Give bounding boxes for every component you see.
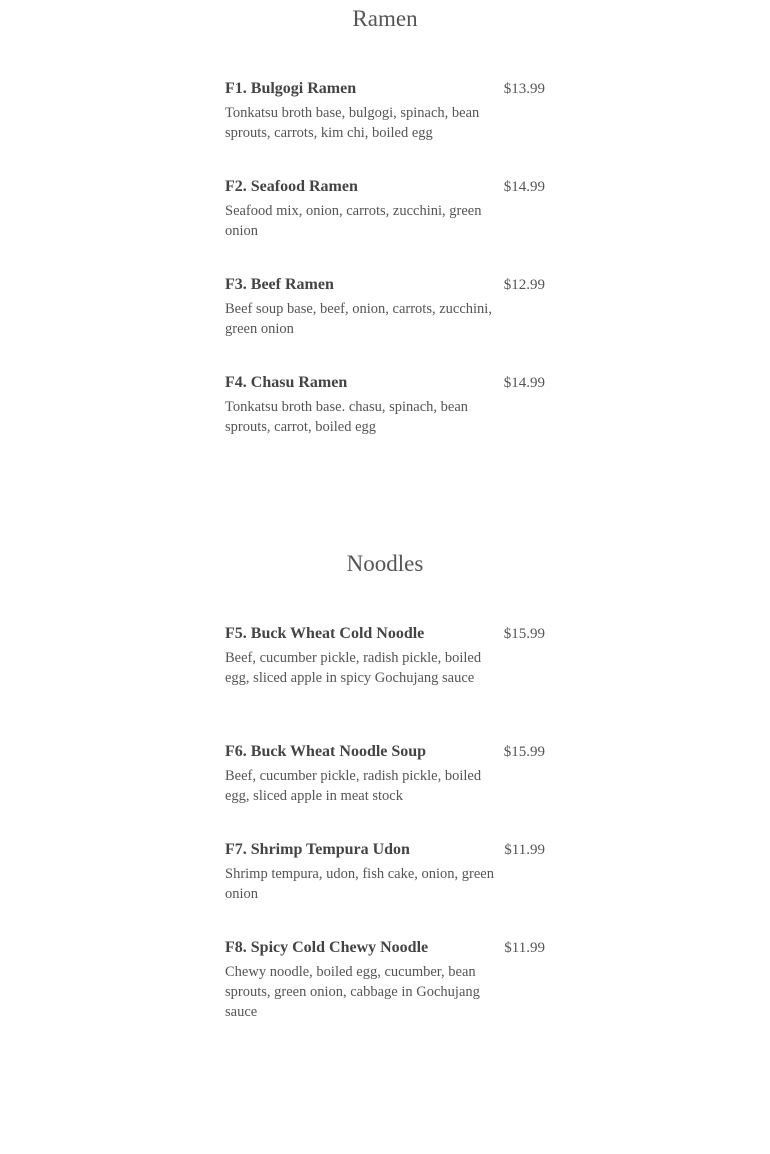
item-name: F4. Chasu Ramen [225,374,348,391]
menu-item [225,176,550,241]
item-description: Chewy noodle, boiled egg, cucumber, bean sprouts, green onion, cabbage in Gochujang sauce [225,964,480,1020]
menu-item [225,78,550,143]
item-name: F1. Bulgogi Ramen [225,80,357,97]
menu-item [225,741,550,806]
item-name: F7. Shrimp Tempura Udon [225,841,410,858]
item-price: $15.99 [503,744,545,760]
item-price: $11.99 [504,842,545,858]
item-price: $14.99 [503,179,545,195]
item-description: Tonkatsu broth base, bulgogi, spinach, bean sprouts, carrots, kim chi, boiled egg [225,105,480,141]
item-description: Shrimp tempura, udon, fish cake, onion, green onion [225,866,494,902]
section-title: Noodles [346,551,424,576]
menu-item [225,839,550,904]
item-price: $15.99 [503,626,545,642]
menu-item [225,372,550,437]
menu-item [225,937,550,1022]
item-description: Tonkatsu broth base. chasu, spinach, bean sprouts, carrot, boiled egg [225,399,469,435]
item-price: $14.99 [503,375,545,391]
menu-item [225,274,550,339]
item-description: Seafood mix, onion, carrots, zucchini, green onion [225,203,482,239]
section-title: Ramen [352,6,418,31]
item-name: F5. Buck Wheat Cold Noodle [225,625,425,642]
item-description: Beef soup base, beef, onion, carrots, zucchini, green onion [225,301,492,337]
item-price: $12.99 [503,277,545,293]
item-description: Beef, cucumber pickle, radish pickle, boiled egg, sliced apple in meat stock [225,768,482,804]
menu-section-ramen [0,4,770,34]
item-name: F6. Buck Wheat Noodle Soup [225,743,427,760]
menu-item [225,623,550,688]
menu-section-noodles [0,549,770,579]
item-name: F2. Seafood Ramen [225,178,358,195]
item-description: Beef, cucumber pickle, radish pickle, boiled egg, sliced apple in spicy Gochujang sauce [225,650,482,686]
item-price: $11.99 [504,940,545,956]
item-price: $13.99 [503,81,545,97]
item-name: F3. Beef Ramen [225,276,334,293]
item-name: F8. Spicy Cold Chewy Noodle [225,939,429,956]
